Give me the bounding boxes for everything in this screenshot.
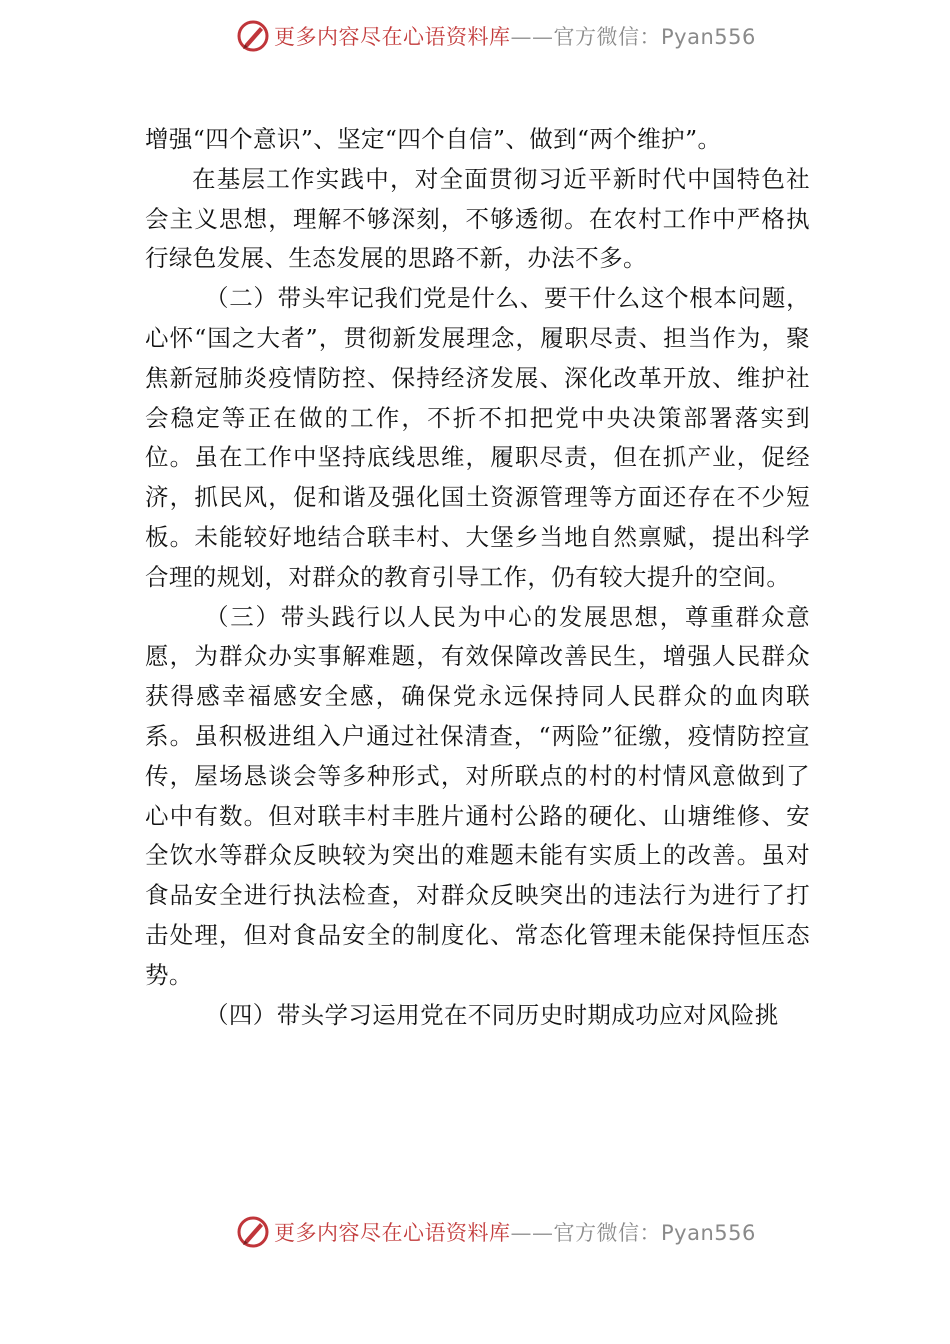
banner-wechat-id: Pyan556 <box>661 1221 756 1245</box>
paragraph: 在基层工作实践中，对全面贯彻习近平新时代中国特色社会主义思想，理解不够深刻，不够透彻。在农村工作中严格执行绿色发展、生态发展的思路不新，办法不多。 <box>145 164 810 273</box>
banner-wechat-label: 官方微信： <box>553 1221 661 1245</box>
footer-banner <box>236 1212 756 1252</box>
paragraph: 增强“四个意识”、坚定“四个自信”、做到“两个维护”。 <box>145 125 722 153</box>
banner-wechat-id: Pyan556 <box>661 25 756 49</box>
pen-logo-icon <box>236 1215 270 1249</box>
pen-logo-icon <box>236 19 270 53</box>
document-body <box>145 120 810 1035</box>
banner-separator: —— <box>510 1221 554 1245</box>
header-banner <box>236 16 756 56</box>
paragraph: （三）带头践行以人民为中心的发展思想，尊重群众意愿，为群众办实事解难题，有效保障改善民生，增强人民群众获得感幸福感安全感，确保党永远保持同人民群众的血肉联系。虽积极进组入户通过社保清查，“两险”征缴，疫情防控宣传，屋场恳谈会等多种形式，对所联点的村的村情风意做到了心中有数。但对联丰村丰胜片通村公路的硬化、山塘维修、安全饮水等群众反映较为突出的难题未能有实质上的改善。虽对食品安全进行执法检查，对群众反映突出的违法行为进行了打击处理，但对食品安全的制度化、常态化管理未能保持恒压态势。 <box>145 602 810 989</box>
banner-wechat-label: 官方微信： <box>553 25 661 49</box>
paragraph: （二）带头牢记我们党是什么、要干什么这个根本问题，心怀“国之大者”，贯彻新发展理念，履职尽责、担当作为，聚焦新冠肺炎疫情防控、保持经济发展、深化改革开放、维护社会稳定等正在做的工作，不折不扣把党中央决策部署落实到位。虽在工作中坚持底线思维，履职尽责，但在抓产业，促经济，抓民风，促和谐及强化国土资源管理等方面还存在不少短板。未能较好地结合联丰村、大堡乡当地自然禀赋，提出科学合理的规划，对群众的教育引导工作，仍有较大提升的空间。 <box>145 284 810 591</box>
banner-separator: —— <box>510 25 554 49</box>
banner-main: 更多内容尽在心语资料库 <box>274 1221 511 1245</box>
banner-main: 更多内容尽在心语资料库 <box>274 25 511 49</box>
banner-text <box>274 21 756 51</box>
paragraph: （四）带头学习运用党在不同历史时期成功应对风险挑 <box>205 1000 779 1029</box>
banner-text <box>274 1217 756 1247</box>
